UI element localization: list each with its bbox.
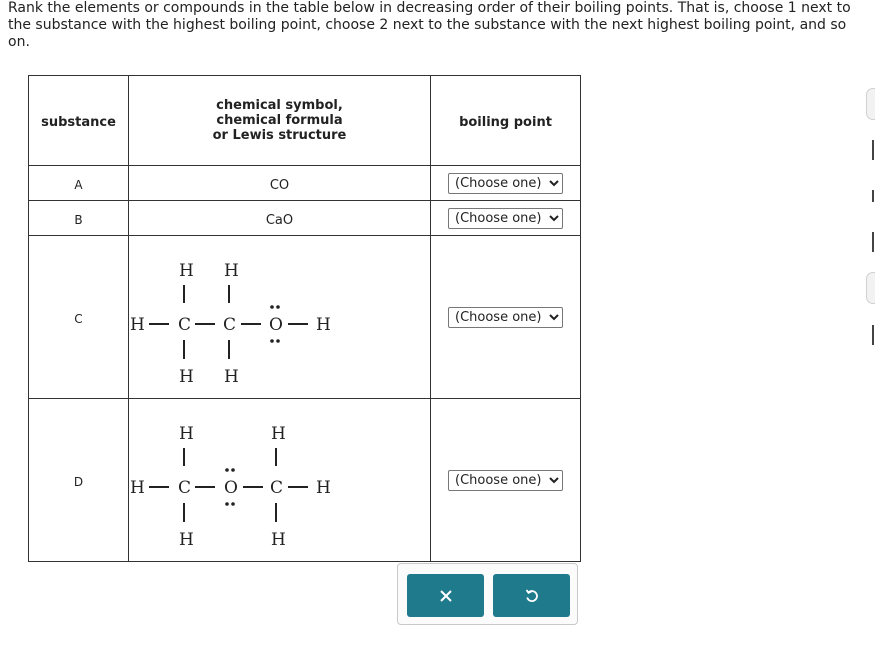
answer-action-panel bbox=[397, 563, 578, 625]
substance-cell bbox=[29, 399, 129, 562]
chemical-formula: CO bbox=[269, 177, 290, 193]
rank-cell bbox=[431, 166, 581, 201]
lewis-atom-h: H bbox=[223, 261, 239, 281]
dimethyl-ether-lewis-structure bbox=[130, 405, 430, 555]
lone-pair-dot bbox=[276, 305, 280, 309]
lewis-atom-h: H bbox=[315, 478, 331, 498]
lewis-atom-o: O bbox=[268, 315, 283, 335]
table-row bbox=[29, 166, 581, 201]
structure-cell bbox=[129, 399, 431, 562]
side-tab-marker bbox=[872, 232, 874, 252]
lone-pair-dot bbox=[276, 339, 280, 343]
side-tab[interactable] bbox=[866, 88, 875, 120]
lewis-atom-h: H bbox=[270, 530, 286, 550]
substance-label: D bbox=[73, 474, 84, 489]
clear-button[interactable] bbox=[407, 574, 484, 617]
lewis-atom-h: H bbox=[129, 478, 145, 498]
lewis-atom-h: H bbox=[178, 530, 194, 550]
lone-pair-dot bbox=[225, 502, 229, 506]
substance-label: A bbox=[74, 177, 83, 192]
lewis-atom-h: H bbox=[129, 315, 145, 335]
substance-cell bbox=[29, 166, 129, 201]
rank-cell bbox=[431, 399, 581, 562]
substance-label: B bbox=[74, 212, 83, 227]
boiling-point-header bbox=[431, 76, 581, 166]
close-icon bbox=[439, 589, 453, 603]
rank-cell bbox=[431, 236, 581, 399]
header-row bbox=[29, 76, 581, 166]
lewis-atom-h: H bbox=[223, 367, 239, 387]
rank-select-d[interactable] bbox=[448, 470, 563, 491]
structure-cell bbox=[129, 166, 431, 201]
structure-header-line2: chemical formula bbox=[216, 113, 343, 128]
undo-button[interactable] bbox=[493, 574, 570, 617]
lewis-atom-c: C bbox=[222, 315, 236, 335]
lewis-atom-c: C bbox=[177, 315, 191, 335]
lone-pair-dot bbox=[231, 468, 235, 472]
side-tab-marker bbox=[872, 190, 874, 202]
structure-header-line1: chemical symbol, bbox=[216, 98, 343, 113]
rank-select-a[interactable] bbox=[448, 173, 563, 194]
substance-header-label: substance bbox=[41, 115, 116, 130]
table-row bbox=[29, 399, 581, 562]
side-tab-marker bbox=[872, 140, 874, 160]
lone-pair-dot bbox=[270, 305, 274, 309]
structure-header-line3: or Lewis structure bbox=[212, 128, 347, 143]
ranking-table bbox=[28, 75, 581, 562]
structure-cell bbox=[129, 236, 431, 399]
lewis-atom-h: H bbox=[178, 367, 194, 387]
structure-cell bbox=[129, 201, 431, 236]
substance-label: C bbox=[74, 311, 83, 326]
structure-header bbox=[129, 76, 431, 166]
substance-cell bbox=[29, 236, 129, 399]
side-tab[interactable] bbox=[866, 272, 875, 304]
lone-pair-dot bbox=[225, 468, 229, 472]
side-tab-marker bbox=[872, 325, 874, 345]
ethanol-lewis-structure bbox=[130, 242, 430, 392]
rank-cell bbox=[431, 201, 581, 236]
substance-cell bbox=[29, 201, 129, 236]
table-row bbox=[29, 201, 581, 236]
lewis-atom-h: H bbox=[178, 261, 194, 281]
chemical-formula: CaO bbox=[265, 212, 294, 228]
instructions-text: Rank the elements or compounds in the table below in decreasing order of their boiling points. That is, choose 1 next to the substance with the highest boiling point, choose 2 next to the substance with the next highest boiling point, and so on. bbox=[8, 0, 851, 50]
rank-select-c[interactable] bbox=[448, 307, 563, 328]
lewis-atom-h: H bbox=[270, 424, 286, 444]
undo-icon bbox=[524, 588, 540, 604]
table-row bbox=[29, 236, 581, 399]
substance-header bbox=[29, 76, 129, 166]
lewis-atom-h: H bbox=[178, 424, 194, 444]
lone-pair-dot bbox=[270, 339, 274, 343]
lewis-atom-c: C bbox=[269, 478, 283, 498]
rank-select-b[interactable] bbox=[448, 208, 563, 229]
lewis-atom-o: O bbox=[223, 478, 238, 498]
lewis-atom-h: H bbox=[315, 315, 331, 335]
lewis-atom-c: C bbox=[177, 478, 191, 498]
boiling-point-header-label: boiling point bbox=[459, 115, 552, 130]
lone-pair-dot bbox=[231, 502, 235, 506]
